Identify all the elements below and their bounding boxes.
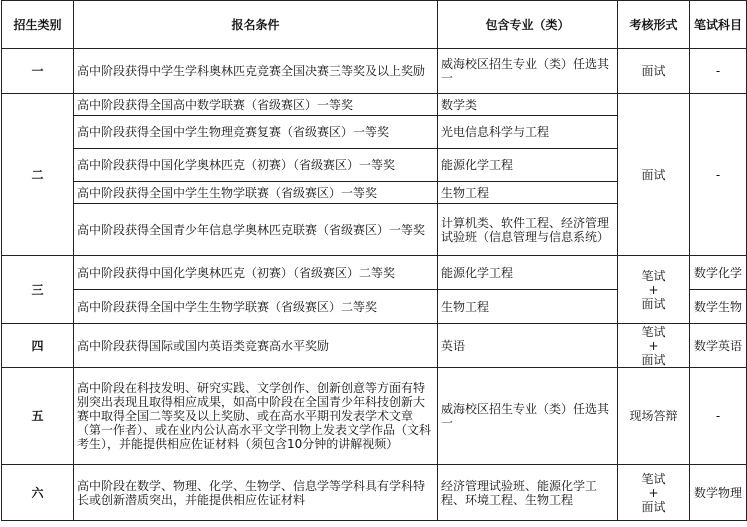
condition-cell: 高中阶段获得全国中学生物理竞赛复赛（省级赛区）一等奖 <box>74 116 438 149</box>
table-row <box>2 256 747 290</box>
written-subject-cell: - <box>690 94 747 256</box>
written-subject-cell: 数学物理 <box>690 465 747 521</box>
assessment-cell: 面试 <box>618 94 690 256</box>
category-cell: 四 <box>2 324 74 368</box>
assessment-line: 笔试 <box>641 324 666 339</box>
assessment-line: 面试 <box>641 352 666 367</box>
condition-cell: 高中阶段在科技发明、研究实践、文学创作、创新创意等方面有特别突出表现且取得相应成果，如高中阶段在全国青少年科技创新大赛中取得全国二等奖及以上奖励、或在高水平期刊发表学术文章（第一作者）、或在业内公认高水平文学刊物上发表文学作品（文科考生），并能提供相应佐证材料（须包含10分钟的讲解视频） <box>74 368 438 465</box>
major-cell: 威海校区招生专业（类）任选其一 <box>438 368 618 465</box>
condition-cell: 高中阶段获得全国中学生生物学联赛（省级赛区）一等奖 <box>74 182 438 204</box>
assessment-plus: + <box>648 485 659 500</box>
admission-table <box>1 0 747 521</box>
assessment-cell: 现场答辩 <box>618 368 690 465</box>
category-cell: 三 <box>2 256 74 324</box>
table-row <box>2 324 747 368</box>
category-cell: 一 <box>2 49 74 94</box>
header-assessment: 考核形式 <box>618 1 690 49</box>
assessment-cell <box>618 256 690 324</box>
major-cell: 生物工程 <box>438 182 618 204</box>
header-majors: 包含专业（类） <box>438 1 618 49</box>
major-cell: 英语 <box>438 324 618 368</box>
written-subject-cell: 数学英语 <box>690 324 747 368</box>
condition-cell: 高中阶段获得中国化学奥林匹克（初赛）（省级赛区）二等奖 <box>74 256 438 290</box>
assessment-line: 笔试 <box>641 268 666 283</box>
major-cell: 经济管理试验班、能源化学工程、环境工程、生物工程 <box>438 465 618 521</box>
category-cell: 二 <box>2 94 74 256</box>
major-cell: 数学类 <box>438 94 618 116</box>
table-row <box>2 94 747 116</box>
assessment-cell <box>618 465 690 521</box>
assessment-line: 面试 <box>641 499 666 514</box>
category-cell: 五 <box>2 368 74 465</box>
header-conditions: 报名条件 <box>74 1 438 49</box>
condition-cell: 高中阶段在数学、物理、化学、生物学、信息学等学科具有学科特长或创新潜质突出，并能提供相应佐证材料 <box>74 465 438 521</box>
table-header-row <box>2 1 747 49</box>
assessment-line: 面试 <box>641 296 666 311</box>
assessment-plus: + <box>648 282 659 297</box>
assessment-plus: + <box>648 338 659 353</box>
condition-cell: 高中阶段获得中国化学奥林匹克（初赛）（省级赛区）一等奖 <box>74 149 438 182</box>
condition-cell: 高中阶段获得中学生学科奥林匹克竞赛全国决赛三等奖及以上奖励 <box>74 49 438 94</box>
condition-cell: 高中阶段获得国际或国内英语类竞赛高水平奖励 <box>74 324 438 368</box>
table-row <box>2 465 747 521</box>
table-row <box>2 368 747 465</box>
major-cell: 光电信息科学与工程 <box>438 116 618 149</box>
header-written-subjects: 笔试科目 <box>690 1 747 49</box>
major-cell: 威海校区招生专业（类）任选其一 <box>438 49 618 94</box>
major-cell: 计算机类、软件工程、经济管理试验班（信息管理与信息系统） <box>438 204 618 256</box>
assessment-line: 笔试 <box>641 471 666 486</box>
header-category: 招生类别 <box>2 1 74 49</box>
category-cell: 六 <box>2 465 74 521</box>
written-subject-cell: 数学化学 <box>690 256 747 290</box>
assessment-cell <box>618 324 690 368</box>
major-cell: 生物工程 <box>438 290 618 324</box>
condition-cell: 高中阶段获得全国青少年信息学奥林匹克联赛（省级赛区）一等奖 <box>74 204 438 256</box>
assessment-cell: 面试 <box>618 49 690 94</box>
table-row <box>2 49 747 94</box>
written-subject-cell: - <box>690 368 747 465</box>
condition-cell: 高中阶段获得全国高中数学联赛（省级赛区）一等奖 <box>74 94 438 116</box>
written-subject-cell: 数学生物 <box>690 290 747 324</box>
major-cell: 能源化学工程 <box>438 149 618 182</box>
written-subject-cell: - <box>690 49 747 94</box>
condition-cell: 高中阶段获得全国中学生生物学联赛（省级赛区）二等奖 <box>74 290 438 324</box>
major-cell: 能源化学工程 <box>438 256 618 290</box>
